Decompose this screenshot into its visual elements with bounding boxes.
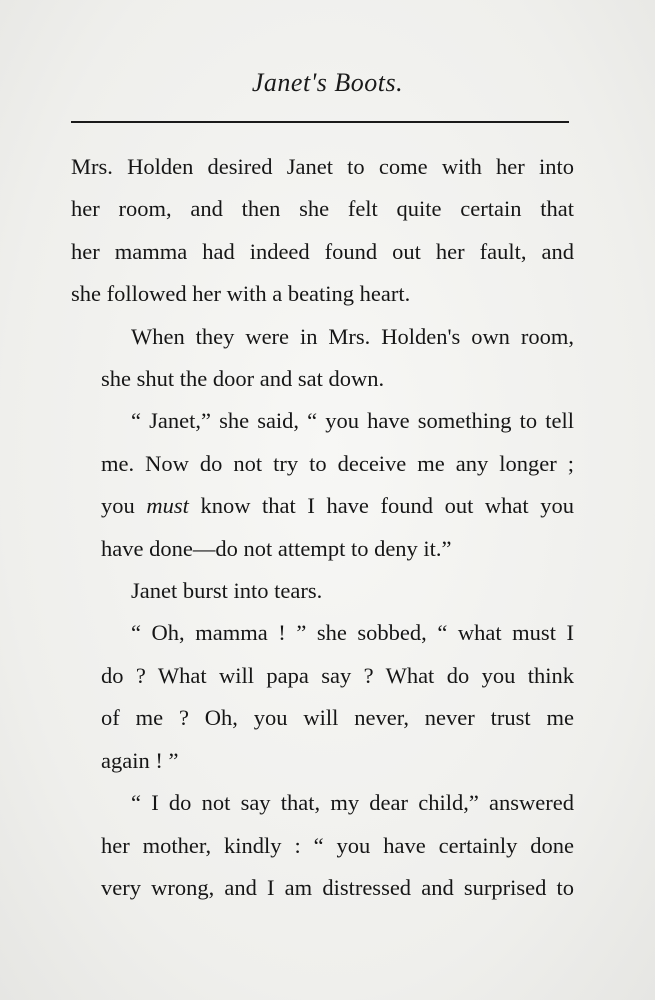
body-text bbox=[71, 146, 574, 909]
text-line: her mamma had indeed found out her fault, and bbox=[71, 238, 574, 264]
text-line: do ? What will papa say ? What do you think bbox=[101, 662, 574, 688]
text-line bbox=[71, 485, 574, 527]
text-run: you bbox=[101, 493, 147, 519]
text-run: know that I have found out what you bbox=[188, 493, 575, 519]
text-line: her mother, kindly : “ you have certainly done bbox=[101, 832, 574, 858]
text-line: her room, and then she felt quite certain that bbox=[71, 196, 574, 222]
text-line: When they were in Mrs. Holden's own room, bbox=[131, 323, 574, 349]
text-line: she followed her with a beating heart. bbox=[71, 281, 411, 307]
emphasis-word: must bbox=[146, 493, 189, 519]
header-rule bbox=[71, 121, 569, 123]
text-line: “ I do not say that, my dear child,” answered bbox=[131, 790, 574, 816]
paragraph bbox=[71, 400, 574, 570]
text-line: of me ? Oh, you will never, never trust me bbox=[101, 705, 574, 731]
text-line: she shut the door and sat down. bbox=[101, 366, 385, 392]
paragraph bbox=[71, 612, 574, 782]
paragraph bbox=[71, 316, 574, 401]
paragraph bbox=[71, 146, 574, 316]
paragraph bbox=[71, 570, 574, 612]
text-line: again ! ” bbox=[101, 747, 179, 773]
text-line: “ Oh, mamma ! ” she sobbed, “ what must I bbox=[131, 620, 574, 646]
text-line: have done—do not attempt to deny it.” bbox=[101, 535, 452, 561]
text-line: “ Janet,” she said, “ you have something to tell bbox=[131, 408, 574, 434]
text-line: Janet burst into tears. bbox=[131, 578, 323, 604]
paragraph bbox=[71, 782, 574, 909]
text-line: very wrong, and I am distressed and surprised to bbox=[101, 874, 574, 900]
running-head: Janet's Boots. bbox=[251, 68, 404, 97]
text-line: Mrs. Holden desired Janet to come with her into bbox=[71, 154, 574, 179]
text-line: me. Now do not try to deceive me any longer ; bbox=[101, 450, 574, 476]
